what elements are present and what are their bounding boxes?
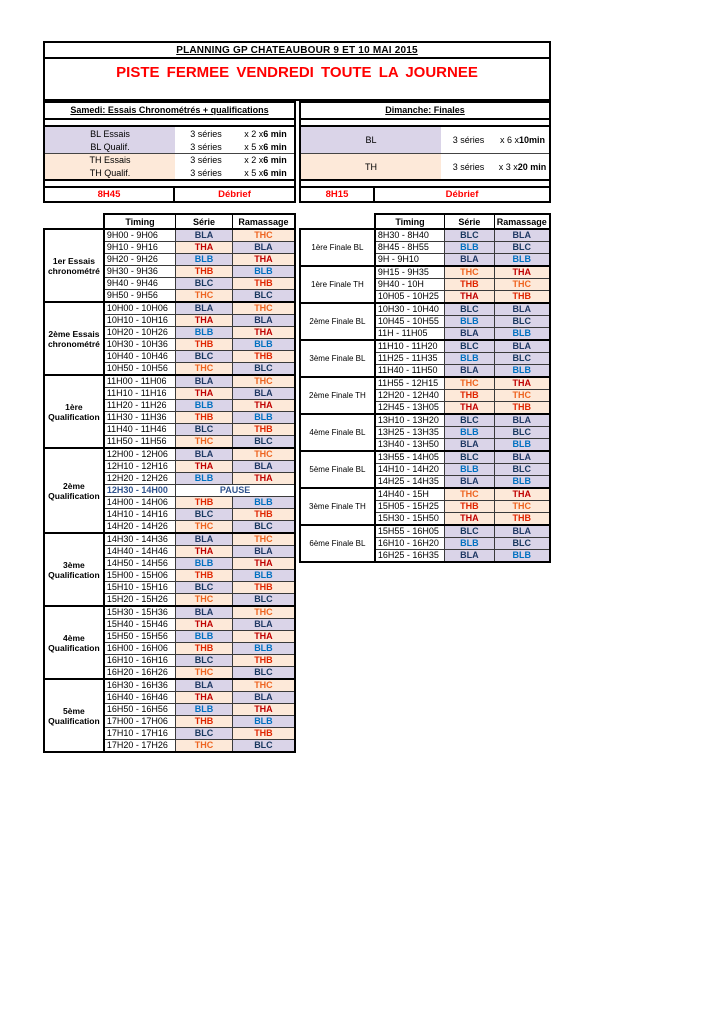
sunday-schedule-table	[299, 213, 551, 563]
serie-cell: THA	[176, 692, 233, 704]
section-label: 2ème Essais chronométré	[44, 302, 104, 375]
info-series-count: 3 séries	[452, 135, 485, 145]
timing-cell: 16H40 - 16H46	[104, 692, 176, 704]
info-format-duration: 6 min	[263, 155, 287, 165]
serie-cell: BLA	[445, 328, 494, 341]
column-header-serie: Série	[176, 214, 233, 229]
info-format-duration: 20 min	[517, 161, 547, 172]
serie-cell: BLB	[445, 427, 494, 439]
serie-cell: BLA	[176, 533, 233, 546]
info-class-label: TH	[301, 153, 441, 179]
serie-cell: BLC	[445, 414, 494, 427]
timing-cell: 9H00 - 9H06	[104, 229, 176, 242]
ramassage-cell: THB	[232, 351, 295, 363]
section-label: 4ème Finale BL	[300, 414, 375, 451]
timing-cell: 16H00 - 16H06	[104, 643, 176, 655]
timing-cell: 11H10 - 11H16	[104, 388, 176, 400]
ramassage-cell: BLB	[232, 412, 295, 424]
saturday-schedule-table	[43, 213, 296, 753]
serie-cell: BLB	[445, 242, 494, 254]
ramassage-cell: THB	[232, 278, 295, 290]
timing-cell: 9H - 9H10	[375, 254, 445, 267]
serie-cell: BLC	[445, 525, 494, 538]
timing-cell: 12H00 - 12H06	[104, 448, 176, 461]
timing-cell: 15H40 - 15H46	[104, 619, 176, 631]
serie-cell: BLB	[176, 558, 233, 570]
info-format-duration: 6 min	[263, 128, 287, 139]
ramassage-cell: BLC	[232, 436, 295, 449]
ramassage-cell: THA	[494, 266, 550, 279]
timing-cell: 10H00 - 10H06	[104, 302, 176, 315]
timing-cell: 11H20 - 11H26	[104, 400, 176, 412]
timing-cell: 16H50 - 16H56	[104, 704, 176, 716]
timing-cell: 11H10 - 11H20	[375, 340, 445, 353]
info-format-duration: 6 min	[263, 141, 287, 152]
section-label: 3ème Finale BL	[300, 340, 375, 377]
timing-cell: 17H10 - 17H16	[104, 728, 176, 740]
saturday-header-block	[43, 101, 296, 203]
info-format: x 2 x 6 min	[244, 128, 287, 139]
timing-cell: 9H40 - 9H46	[104, 278, 176, 290]
ramassage-cell: THC	[232, 606, 295, 619]
info-series-count: 3 séries	[175, 153, 237, 166]
ramassage-cell: BLA	[232, 315, 295, 327]
timing-cell: 10H10 - 10H16	[104, 315, 176, 327]
timing-cell: 9H15 - 9H35	[375, 266, 445, 279]
serie-cell: BLA	[445, 476, 494, 489]
serie-cell: BLB	[445, 353, 494, 365]
ramassage-cell: BLC	[494, 316, 550, 328]
timing-cell: 11H - 11H05	[375, 328, 445, 341]
column-header-ramassage: Ramassage	[232, 214, 295, 229]
schedule-row	[300, 229, 550, 242]
ramassage-cell: BLB	[232, 266, 295, 278]
ramassage-cell: BLC	[232, 594, 295, 607]
timing-cell: 11H25 - 11H35	[375, 353, 445, 365]
ramassage-cell: BLB	[494, 328, 550, 341]
serie-cell: THB	[445, 390, 494, 402]
ramassage-cell: THB	[494, 513, 550, 526]
header-corner-blank	[44, 214, 104, 229]
ramassage-cell: BLB	[232, 497, 295, 509]
timing-cell: 9H40 - 10H	[375, 279, 445, 291]
schedule-row	[300, 377, 550, 390]
schedule-row	[300, 525, 550, 538]
info-format-duration: 6 min	[263, 167, 287, 178]
serie-cell: THC	[445, 488, 494, 501]
section-label: 5ème Qualification	[44, 679, 104, 752]
sunday-start-row	[301, 186, 549, 201]
section-label: 1ère Qualification	[44, 375, 104, 448]
ramassage-cell: THA	[494, 488, 550, 501]
serie-cell: THB	[176, 570, 233, 582]
planning-document	[43, 41, 551, 753]
info-class-label: TH Qualif.	[45, 166, 175, 179]
serie-cell: BLC	[445, 451, 494, 464]
ramassage-cell: BLC	[494, 353, 550, 365]
timing-cell: 14H20 - 14H26	[104, 521, 176, 534]
timing-cell: 15H05 - 15H25	[375, 501, 445, 513]
ramassage-cell: BLA	[232, 692, 295, 704]
ramassage-cell: THC	[232, 533, 295, 546]
serie-cell: BLC	[176, 582, 233, 594]
ramassage-cell: BLA	[494, 303, 550, 316]
info-class-label: BL Essais	[45, 127, 175, 140]
serie-cell: BLA	[176, 375, 233, 388]
serie-cell: THA	[176, 461, 233, 473]
ramassage-cell: BLC	[494, 242, 550, 254]
timing-cell: 9H10 - 9H16	[104, 242, 176, 254]
schedule-row	[300, 303, 550, 316]
serie-cell: BLB	[445, 538, 494, 550]
ramassage-cell: BLC	[232, 740, 295, 753]
ramassage-cell: BLB	[494, 439, 550, 452]
column-header-serie: Série	[445, 214, 494, 229]
ramassage-cell: THA	[232, 631, 295, 643]
timing-cell: 17H00 - 17H06	[104, 716, 176, 728]
serie-cell: BLA	[176, 679, 233, 692]
timing-cell: 14H00 - 14H06	[104, 497, 176, 509]
timing-cell: 10H05 - 10H25	[375, 291, 445, 304]
column-header-timing: Timing	[104, 214, 176, 229]
section-label: 6ème Finale BL	[300, 525, 375, 562]
serie-cell: BLA	[445, 550, 494, 563]
schedule-row	[44, 448, 295, 461]
schedule-row	[300, 414, 550, 427]
document-title: PLANNING GP CHATEAUBOUR 9 ET 10 MAI 2015	[43, 41, 551, 59]
serie-cell: THA	[176, 315, 233, 327]
timing-cell: 15H00 - 15H06	[104, 570, 176, 582]
serie-cell: BLB	[445, 316, 494, 328]
timing-cell: 16H25 - 16H35	[375, 550, 445, 563]
ramassage-cell: BLB	[232, 339, 295, 351]
ramassage-cell: BLA	[494, 414, 550, 427]
info-format-duration: 10min	[519, 135, 546, 145]
ramassage-cell: THC	[232, 302, 295, 315]
ramassage-cell: BLB	[232, 716, 295, 728]
timing-cell: 8H30 - 8H40	[375, 229, 445, 242]
ramassage-cell: THC	[494, 390, 550, 402]
ramassage-cell: THA	[232, 473, 295, 485]
section-label: 1er Essais chronométré	[44, 229, 104, 302]
ramassage-cell: THB	[232, 728, 295, 740]
schedule-row	[300, 488, 550, 501]
pause-timing-cell: 12H30 - 14H00	[104, 485, 176, 497]
info-class-label: BL	[301, 127, 441, 153]
saturday-column	[43, 101, 296, 753]
ramassage-cell: THB	[494, 291, 550, 304]
timing-cell: 8H45 - 8H55	[375, 242, 445, 254]
ramassage-cell: THB	[232, 424, 295, 436]
serie-cell: THB	[176, 339, 233, 351]
info-class-label: BL Qualif.	[45, 140, 175, 153]
info-series-count: 3 séries	[190, 167, 222, 178]
timing-cell: 11H00 - 11H06	[104, 375, 176, 388]
timing-cell: 12H10 - 12H16	[104, 461, 176, 473]
sunday-debrief-label: Débrief	[445, 189, 479, 200]
saturday-day-header: Samedi: Essais Chronométrés + qualifications	[45, 103, 294, 120]
saturday-start-time: 8H45	[45, 188, 175, 201]
ramassage-cell: THC	[232, 375, 295, 388]
timing-cell: 16H10 - 16H20	[375, 538, 445, 550]
sunday-start-time: 8H15	[301, 188, 375, 201]
section-label: 2ème Finale TH	[300, 377, 375, 414]
ramassage-cell: THC	[494, 279, 550, 291]
info-format: x 5 x 6 min	[244, 167, 287, 178]
serie-cell: BLC	[176, 509, 233, 521]
serie-cell: THB	[176, 716, 233, 728]
timing-cell: 16H30 - 16H36	[104, 679, 176, 692]
serie-cell: THC	[176, 363, 233, 376]
schedule-row	[44, 533, 295, 546]
timing-cell: 10H40 - 10H46	[104, 351, 176, 363]
serie-cell: BLA	[445, 439, 494, 452]
day-columns	[43, 101, 551, 753]
timing-cell: 10H45 - 10H55	[375, 316, 445, 328]
ramassage-cell: BLC	[232, 521, 295, 534]
column-header-ramassage: Ramassage	[494, 214, 550, 229]
serie-cell: THC	[176, 521, 233, 534]
saturday-start-row	[45, 186, 294, 201]
serie-cell: BLC	[176, 351, 233, 363]
ramassage-cell: BLC	[494, 538, 550, 550]
serie-cell: BLC	[176, 728, 233, 740]
serie-cell: THA	[176, 388, 233, 400]
timing-cell: 12H20 - 12H26	[104, 473, 176, 485]
ramassage-cell: BLB	[494, 254, 550, 267]
serie-cell: BLA	[176, 229, 233, 242]
serie-cell: BLB	[176, 254, 233, 266]
timing-cell: 13H40 - 13H50	[375, 439, 445, 452]
serie-cell: BLA	[176, 302, 233, 315]
saturday-debrief-label: Débrief	[218, 189, 251, 200]
serie-cell: THB	[176, 643, 233, 655]
timing-cell: 9H20 - 9H26	[104, 254, 176, 266]
ramassage-cell: BLB	[494, 550, 550, 563]
serie-cell: THA	[176, 546, 233, 558]
section-label: 3ème Qualification	[44, 533, 104, 606]
timing-cell: 11H55 - 12H15	[375, 377, 445, 390]
serie-cell: BLC	[176, 655, 233, 667]
ramassage-cell: THC	[494, 501, 550, 513]
timing-cell: 10H30 - 10H36	[104, 339, 176, 351]
timing-cell: 14H40 - 15H	[375, 488, 445, 501]
ramassage-cell: BLB	[232, 643, 295, 655]
header-corner-blank	[300, 214, 375, 229]
sunday-series-info-table	[301, 125, 549, 181]
info-format: x 5 x 6 min	[244, 141, 287, 152]
ramassage-cell: BLA	[232, 619, 295, 631]
ramassage-cell: BLC	[494, 427, 550, 439]
ramassage-cell: BLB	[232, 570, 295, 582]
ramassage-cell: THA	[232, 327, 295, 339]
serie-cell: THC	[176, 667, 233, 680]
timing-cell: 16H10 - 16H16	[104, 655, 176, 667]
timing-cell: 14H30 - 14H36	[104, 533, 176, 546]
serie-cell: THC	[176, 436, 233, 449]
section-label: 3ème Finale TH	[300, 488, 375, 525]
serie-cell: THC	[445, 377, 494, 390]
ramassage-cell: BLC	[232, 290, 295, 303]
ramassage-cell: BLA	[494, 525, 550, 538]
serie-cell: THC	[445, 266, 494, 279]
section-label: 2ème Finale BL	[300, 303, 375, 340]
ramassage-cell: THB	[232, 655, 295, 667]
ramassage-cell: BLA	[494, 340, 550, 353]
column-header-row	[44, 214, 295, 229]
ramassage-cell: BLA	[232, 546, 295, 558]
serie-cell: BLC	[445, 229, 494, 242]
serie-cell: THA	[176, 242, 233, 254]
serie-cell: THB	[445, 501, 494, 513]
serie-cell: BLA	[176, 606, 233, 619]
serie-cell: BLB	[176, 400, 233, 412]
timing-cell: 15H55 - 16H05	[375, 525, 445, 538]
timing-cell: 12H45 - 13H05	[375, 402, 445, 415]
serie-cell: THC	[176, 290, 233, 303]
ramassage-cell: BLA	[232, 388, 295, 400]
section-label: 1ère Finale BL	[300, 229, 375, 266]
schedule-row	[300, 340, 550, 353]
serie-cell: BLB	[176, 631, 233, 643]
timing-cell: 17H20 - 17H26	[104, 740, 176, 753]
timing-cell: 14H25 - 14H35	[375, 476, 445, 489]
ramassage-cell: THB	[494, 402, 550, 415]
pause-cell: PAUSE	[176, 485, 295, 497]
info-series-count: 3 séries	[190, 141, 222, 152]
timing-cell: 11H30 - 11H36	[104, 412, 176, 424]
timing-cell: 14H40 - 14H46	[104, 546, 176, 558]
timing-cell: 10H30 - 10H40	[375, 303, 445, 316]
ramassage-cell: THA	[232, 704, 295, 716]
info-class-label: TH Essais	[45, 153, 175, 166]
serie-cell: BLA	[176, 448, 233, 461]
serie-cell: BLC	[176, 424, 233, 436]
timing-cell: 13H10 - 13H20	[375, 414, 445, 427]
serie-cell: BLA	[445, 365, 494, 378]
serie-cell: THA	[445, 291, 494, 304]
serie-cell: BLB	[176, 473, 233, 485]
schedule-row	[44, 679, 295, 692]
ramassage-cell: BLA	[232, 461, 295, 473]
timing-cell: 15H30 - 15H50	[375, 513, 445, 526]
ramassage-cell: BLB	[494, 476, 550, 489]
info-format: x 3 x 20 min	[496, 153, 549, 179]
closed-track-banner: PISTE FERMEE VENDREDI TOUTE LA JOURNEE	[43, 59, 551, 101]
timing-cell: 12H20 - 12H40	[375, 390, 445, 402]
serie-cell: BLA	[445, 254, 494, 267]
timing-cell: 15H50 - 15H56	[104, 631, 176, 643]
serie-cell: THB	[176, 497, 233, 509]
ramassage-cell: THC	[232, 679, 295, 692]
column-header-timing: Timing	[375, 214, 445, 229]
timing-cell: 13H25 - 13H35	[375, 427, 445, 439]
timing-cell: 14H50 - 14H56	[104, 558, 176, 570]
schedule-row	[44, 229, 295, 242]
ramassage-cell: THB	[232, 509, 295, 521]
serie-cell: BLC	[445, 303, 494, 316]
ramassage-cell: THA	[232, 558, 295, 570]
serie-cell: THA	[445, 513, 494, 526]
ramassage-cell: BLB	[494, 365, 550, 378]
timing-cell: 14H10 - 14H20	[375, 464, 445, 476]
ramassage-cell: BLC	[232, 667, 295, 680]
ramassage-cell: BLA	[494, 451, 550, 464]
serie-cell: BLB	[176, 704, 233, 716]
timing-cell: 11H50 - 11H56	[104, 436, 176, 449]
column-header-row	[300, 214, 550, 229]
serie-cell: BLB	[176, 327, 233, 339]
timing-cell: 9H30 - 9H36	[104, 266, 176, 278]
serie-cell: THA	[176, 619, 233, 631]
ramassage-cell: THA	[494, 377, 550, 390]
ramassage-cell: BLC	[232, 363, 295, 376]
timing-cell: 15H30 - 15H36	[104, 606, 176, 619]
ramassage-cell: THA	[232, 400, 295, 412]
serie-cell: BLC	[176, 278, 233, 290]
ramassage-cell: BLA	[232, 242, 295, 254]
timing-cell: 14H10 - 14H16	[104, 509, 176, 521]
sunday-column	[299, 101, 551, 563]
ramassage-cell: THC	[232, 229, 295, 242]
info-format: x 2 x 6 min	[237, 153, 294, 166]
serie-cell: THB	[176, 412, 233, 424]
serie-cell: THC	[176, 740, 233, 753]
timing-cell: 11H40 - 11H46	[104, 424, 176, 436]
section-label: 2ème Qualification	[44, 448, 104, 533]
ramassage-cell: THC	[232, 448, 295, 461]
timing-cell: 10H50 - 10H56	[104, 363, 176, 376]
schedule-row	[300, 266, 550, 279]
ramassage-cell: BLA	[494, 229, 550, 242]
schedule-row	[44, 606, 295, 619]
sunday-header-block	[299, 101, 551, 203]
section-label: 4ème Qualification	[44, 606, 104, 679]
timing-cell: 11H40 - 11H50	[375, 365, 445, 378]
schedule-row	[44, 375, 295, 388]
timing-cell: 15H10 - 15H16	[104, 582, 176, 594]
saturday-series-info-table	[45, 125, 294, 181]
info-series-count: 3 séries	[190, 128, 222, 139]
ramassage-cell: BLC	[494, 464, 550, 476]
section-label: 5ème Finale BL	[300, 451, 375, 488]
timing-cell: 9H50 - 9H56	[104, 290, 176, 303]
schedule-row	[300, 451, 550, 464]
serie-cell: THB	[445, 279, 494, 291]
timing-cell: 16H20 - 16H26	[104, 667, 176, 680]
ramassage-cell: THA	[232, 254, 295, 266]
serie-cell: THA	[445, 402, 494, 415]
info-format: x 6 x 10min	[499, 135, 546, 145]
serie-cell: THC	[176, 594, 233, 607]
serie-cell: THB	[176, 266, 233, 278]
schedule-row	[44, 302, 295, 315]
info-series-count: 3 séries	[441, 153, 496, 179]
section-label: 1ère Finale TH	[300, 266, 375, 303]
ramassage-cell: THB	[232, 582, 295, 594]
timing-cell: 13H55 - 14H05	[375, 451, 445, 464]
timing-cell: 15H20 - 15H26	[104, 594, 176, 607]
timing-cell: 10H20 - 10H26	[104, 327, 176, 339]
serie-cell: BLB	[445, 464, 494, 476]
sunday-day-header: Dimanche: Finales	[301, 103, 549, 120]
serie-cell: BLC	[445, 340, 494, 353]
